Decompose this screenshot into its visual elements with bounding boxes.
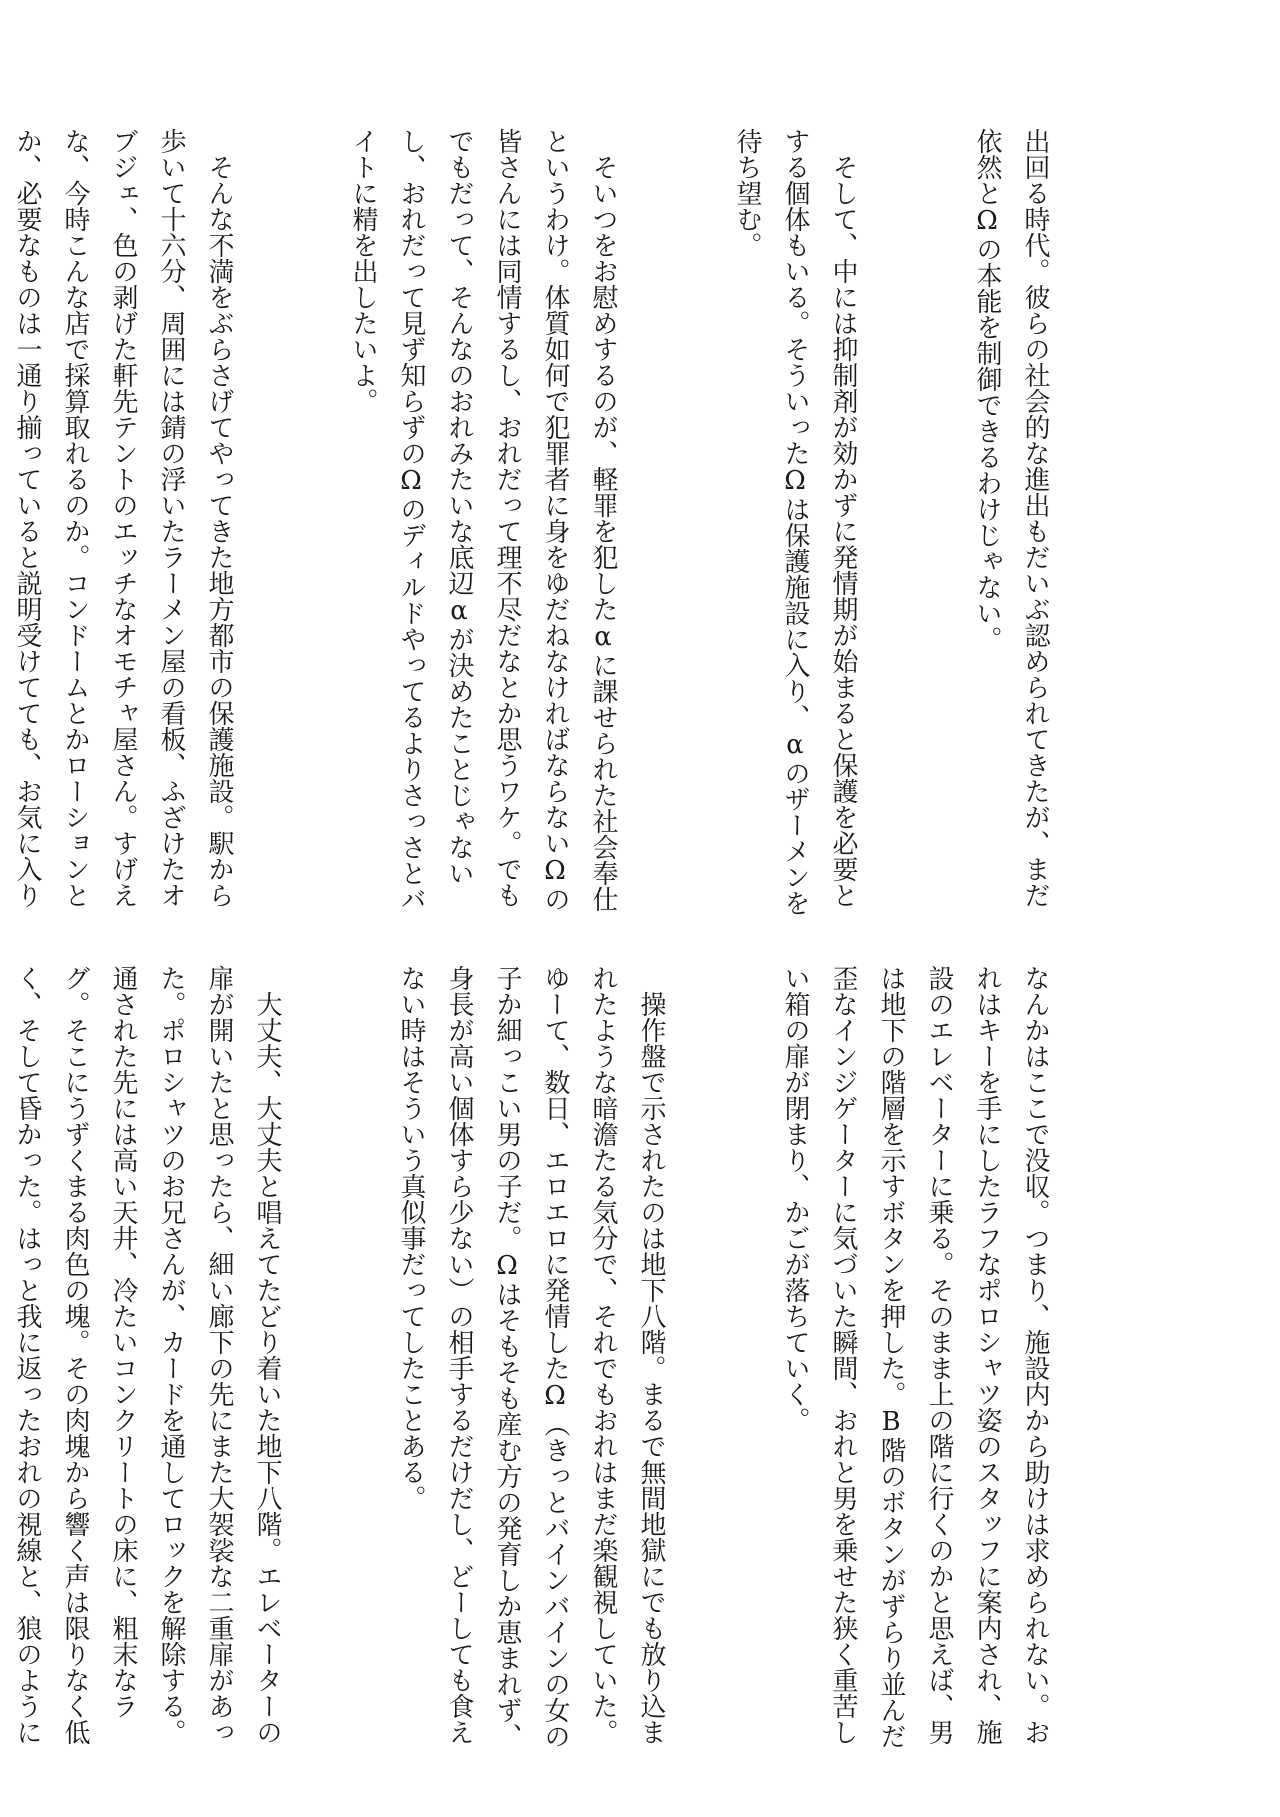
top-text-block [12, 128, 1155, 918]
paragraph: 出回る時代。彼らの社会的な進出もだいぶ認められてきたが、まだ依然とΩの本能を制御できるわけじゃない。 [972, 128, 1050, 908]
paragraph: なんかはここで没収。つまり、施設内から助けは求められない。おれはキーを手にしたラフなポロシャツ姿のスタッフに案内され、施設のエレベーターに乗る。そのまま上の階に行くのかと思えば、男は地下の階層を示すボタンを押した。B階のボタンがずらり並んだ歪なインジゲーターに気づいた瞬間、おれと男を乗せた狭く重苦しい箱の扉が閉まり、かごが落ちていく。 [780, 965, 1050, 1749]
paragraph: 大丈夫、大丈夫と唱えてたどり着いた地下八階。エレベーターの扉が開いたと思ったら、細い廊下の先にまた大袈裟な二重扉があった。ポロシャツのお兄さんが、カードを通してロックを解除する。通された先には高い天井、冷たいコンクリートの床に、粗末なラグ。そこにうずくまる肉色の塊。その肉塊から響く声は限りなく低く、そして昏かった。はっと我に返ったおれの視線と、狼のように [12, 965, 282, 1745]
paragraph: そいつをお慰めするのが、軽罪を犯したαに課せられた社会奉仕というわけ。体質如何で犯罪者に身をゆだねなければならないΩの皆さんには同情するし、おれだって理不尽だなとか思うワケ。でもでもだって、そんなのおれみたいな底辺αが決めたことじゃないし、おれだって見ず知らずのΩのディルドやってるよりさっさとバイトに精を出したいよ。 [348, 128, 618, 912]
bottom-text-block [12, 965, 1155, 1765]
paragraph: そんな不満をぶらさげてやってきた地方都市の保護施設。駅から歩いて十六分、周囲には錆の浮いたラーメン屋の看板、ふざけたオブジェ、色の剥げた軒先テントのエッチなオモチャ屋さん。すげえな、今時こんな店で採算取れるのか。コンドームとかローションとか、必要なものは一通り揃っていると説明受けてても、お気に入り [12, 128, 234, 908]
paragraph: 操作盤で示されたのは地下八階。まるで無間地獄にでも放り込まれたような暗澹たる気分で、それでもおれはまだ楽観視していた。ゆーて、数日、エロエロに発情したΩ（きっとバインバインの女の子か細っこい男の子だ。Ωはそもそも産む方の発育しか恵まれず、身長が高い個体すら少ない）の相手するだけだし、どーしても食えない時はそういう真似事だってしたことある。 [396, 965, 666, 1749]
paragraph: そして、中には抑制剤が効かずに発情期が始まると保護を必要とする個体もいる。そういったΩは保護施設に入り、αのザーメンを待ち望む。 [732, 128, 858, 916]
